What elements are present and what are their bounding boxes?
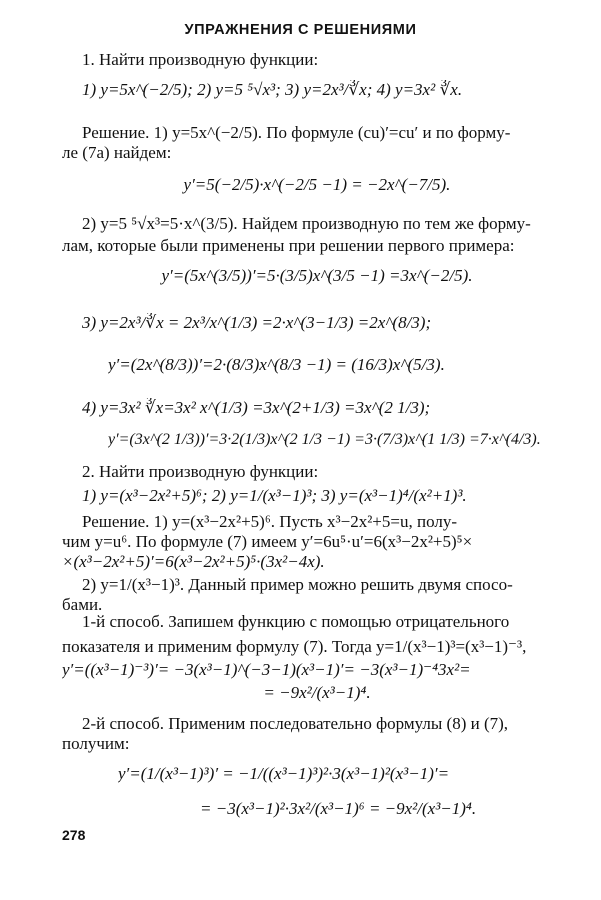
solution-3-derivative: y′=(2x^(8/3))′=2·(8/3)x^(8/3 −1) = (16/3)x^(5/3). [108, 355, 445, 374]
method-2-line-1: 2-й способ. Применим последовательно формулы (8) и (7), [82, 714, 509, 733]
section-title: УПРАЖНЕНИЯ С РЕШЕНИЯМИ [184, 22, 417, 38]
solution-2-intro: 2) y=5 ⁵√x³=5·x^(3/5). Найдем производную по тем же форму- [82, 214, 531, 233]
solution-2-2-intro: 2) y=1/(x³−1)³. Данный пример можно решить двумя спосо- [82, 575, 513, 594]
method-1-result: = −9x²/(x³−1)⁴. [263, 683, 371, 702]
solution-2-1-line-3: ×(x³−2x²+5)′=6(x³−2x²+5)⁵·(3x²−4x). [62, 552, 325, 571]
exercise-2-heading: 2. Найти производную функции: [82, 462, 319, 481]
method-2-derivative: y′=(1/(x³−1)³)′ = −1/((x³−1)³)²·3(x³−1)²(x³−1)′= [118, 764, 450, 783]
solution-3-line: 3) y=2x³/∛x = 2x³/x^(1/3) =2·x^(3−1/3) =2x^(8/3); [82, 313, 432, 332]
method-1-line-1: 1-й способ. Запишем функцию с помощью отрицательного [82, 612, 510, 631]
solution-4-derivative: y′=(3x^(2 1/3))′=3·2(1/3)x^(2 1/3 −1) =3·(7/3)x^(1 1/3) =7·x^(4/3). [108, 431, 541, 448]
solution-2-intro-cont: лам, которые были применены при решении первого примера: [62, 236, 515, 255]
page-number: 278 [62, 827, 86, 843]
solution-2-1-line-2: чим y=u⁶. По формуле (7) имеем y′=6u⁵·u′=6(x³−2x²+5)⁵× [62, 532, 473, 551]
method-2-line-2: получим: [62, 734, 130, 753]
solution-2-2-intro-cont: бами. [62, 595, 103, 614]
formula-2: y′=(5x^(3/5))′=5·(3/5)x^(3/5 −1) =3x^(−2/5). [161, 266, 473, 285]
exercise-1-functions: 1) y=5x^(−2/5); 2) y=5 ⁵√x³; 3) y=2x³/∛x; 4) y=3x² ∛x. [82, 80, 463, 99]
exercise-2-functions: 1) y=(x³−2x²+5)⁶; 2) y=1/(x³−1)³; 3) y=(x³−1)⁴/(x²+1)³. [82, 486, 467, 505]
solution-4-line: 4) y=3x² ∛x=3x² x^(1/3) =3x^(2+1/3) =3x^(2 1/3); [82, 398, 431, 417]
method-2-result: = −3(x³−1)²·3x²/(x³−1)⁶ = −9x²/(x³−1)⁴. [200, 799, 477, 818]
method-1-derivative: y′=((x³−1)⁻³)′= −3(x³−1)^(−3−1)(x³−1)′= −3(x³−1)⁻⁴3x²= [62, 660, 471, 679]
solution-1-intro: Решение. 1) y=5x^(−2/5). По формуле (cu)′=cu′ и по форму- [82, 123, 511, 142]
solution-1-intro-cont: ле (7а) найдем: [62, 143, 172, 162]
method-1-line-2: показателя и применим формулу (7). Тогда y=1/(x³−1)³=(x³−1)⁻³, [62, 637, 527, 656]
exercise-1-heading: 1. Найти производную функции: [82, 50, 319, 69]
formula-1: y′=5(−2/5)·x^(−2/5 −1) = −2x^(−7/5). [183, 175, 451, 194]
solution-2-1-line-1: Решение. 1) y=(x³−2x²+5)⁶. Пусть x³−2x²+5=u, полу- [82, 512, 457, 531]
